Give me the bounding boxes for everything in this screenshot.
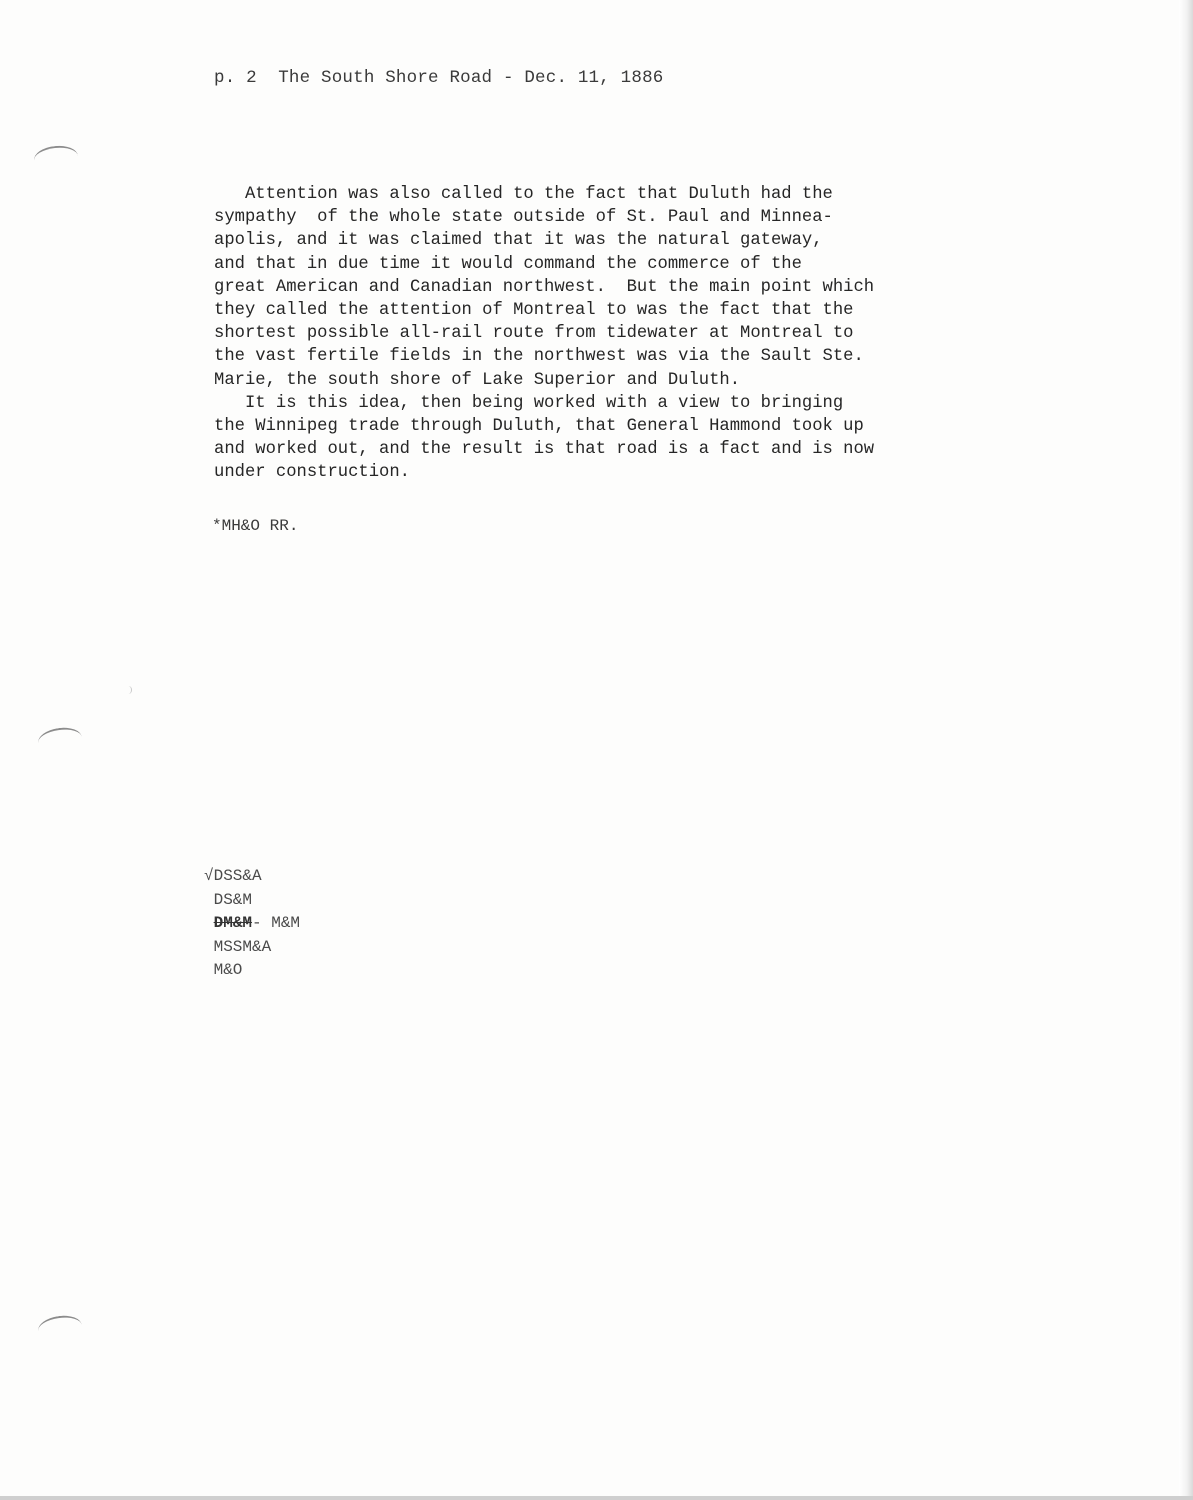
rail-item: DS&M xyxy=(204,890,253,909)
body-line: they called the attention of Montreal to was the fact that the xyxy=(214,301,854,321)
body-line: Marie, the south shore of Lake Superior and Duluth. xyxy=(214,370,741,390)
body-line: Attention was also called to the fact that Duluth had the xyxy=(214,185,833,204)
body-line: sympathy of the whole state outside of St. Paul and Minnea- xyxy=(214,208,833,228)
page-right-edge xyxy=(1179,0,1193,1500)
rail-item: √DSS&A xyxy=(204,867,262,885)
body-paragraphs xyxy=(214,183,974,485)
page-header: p. 2 The South Shore Road - Dec. 11, 1886 xyxy=(214,68,664,88)
binder-hole-mark-bottom xyxy=(37,1313,84,1343)
binder-hole-mark-top xyxy=(33,144,79,172)
body-line: and that in due time it would command the commerce of the xyxy=(214,254,802,274)
body-line: shortest possible all-rail route from tidewater at Montreal to xyxy=(214,324,854,344)
body-line: the vast fertile fields in the northwest was via the Sault Ste. xyxy=(214,347,864,367)
railroad-abbreviation-list xyxy=(204,865,300,983)
rail-item: M&O xyxy=(204,961,243,979)
page-bottom-edge xyxy=(0,1496,1193,1500)
body-line: It is this idea, then being worked with a view to bringing xyxy=(214,393,844,413)
body-line: and worked out, and the result is that road is a fact and is now xyxy=(214,440,875,460)
binder-hole-mark-middle xyxy=(37,725,84,755)
rail-item-remainder: - M&M xyxy=(252,914,301,932)
body-line: apolis, and it was claimed that it was the natural gateway, xyxy=(214,231,823,251)
body-line: the Winnipeg trade through Duluth, that General Hammond took up xyxy=(214,417,864,437)
rail-item xyxy=(204,912,300,936)
body-line: under construction. xyxy=(214,463,410,483)
footnote: *MH&O RR. xyxy=(212,517,299,535)
paper-speck xyxy=(125,686,132,694)
body-line: great American and Canadian northwest. But the main point which xyxy=(214,277,875,297)
rail-item: MSSM&A xyxy=(204,937,272,956)
struck-out-text: DM&M xyxy=(213,914,253,932)
